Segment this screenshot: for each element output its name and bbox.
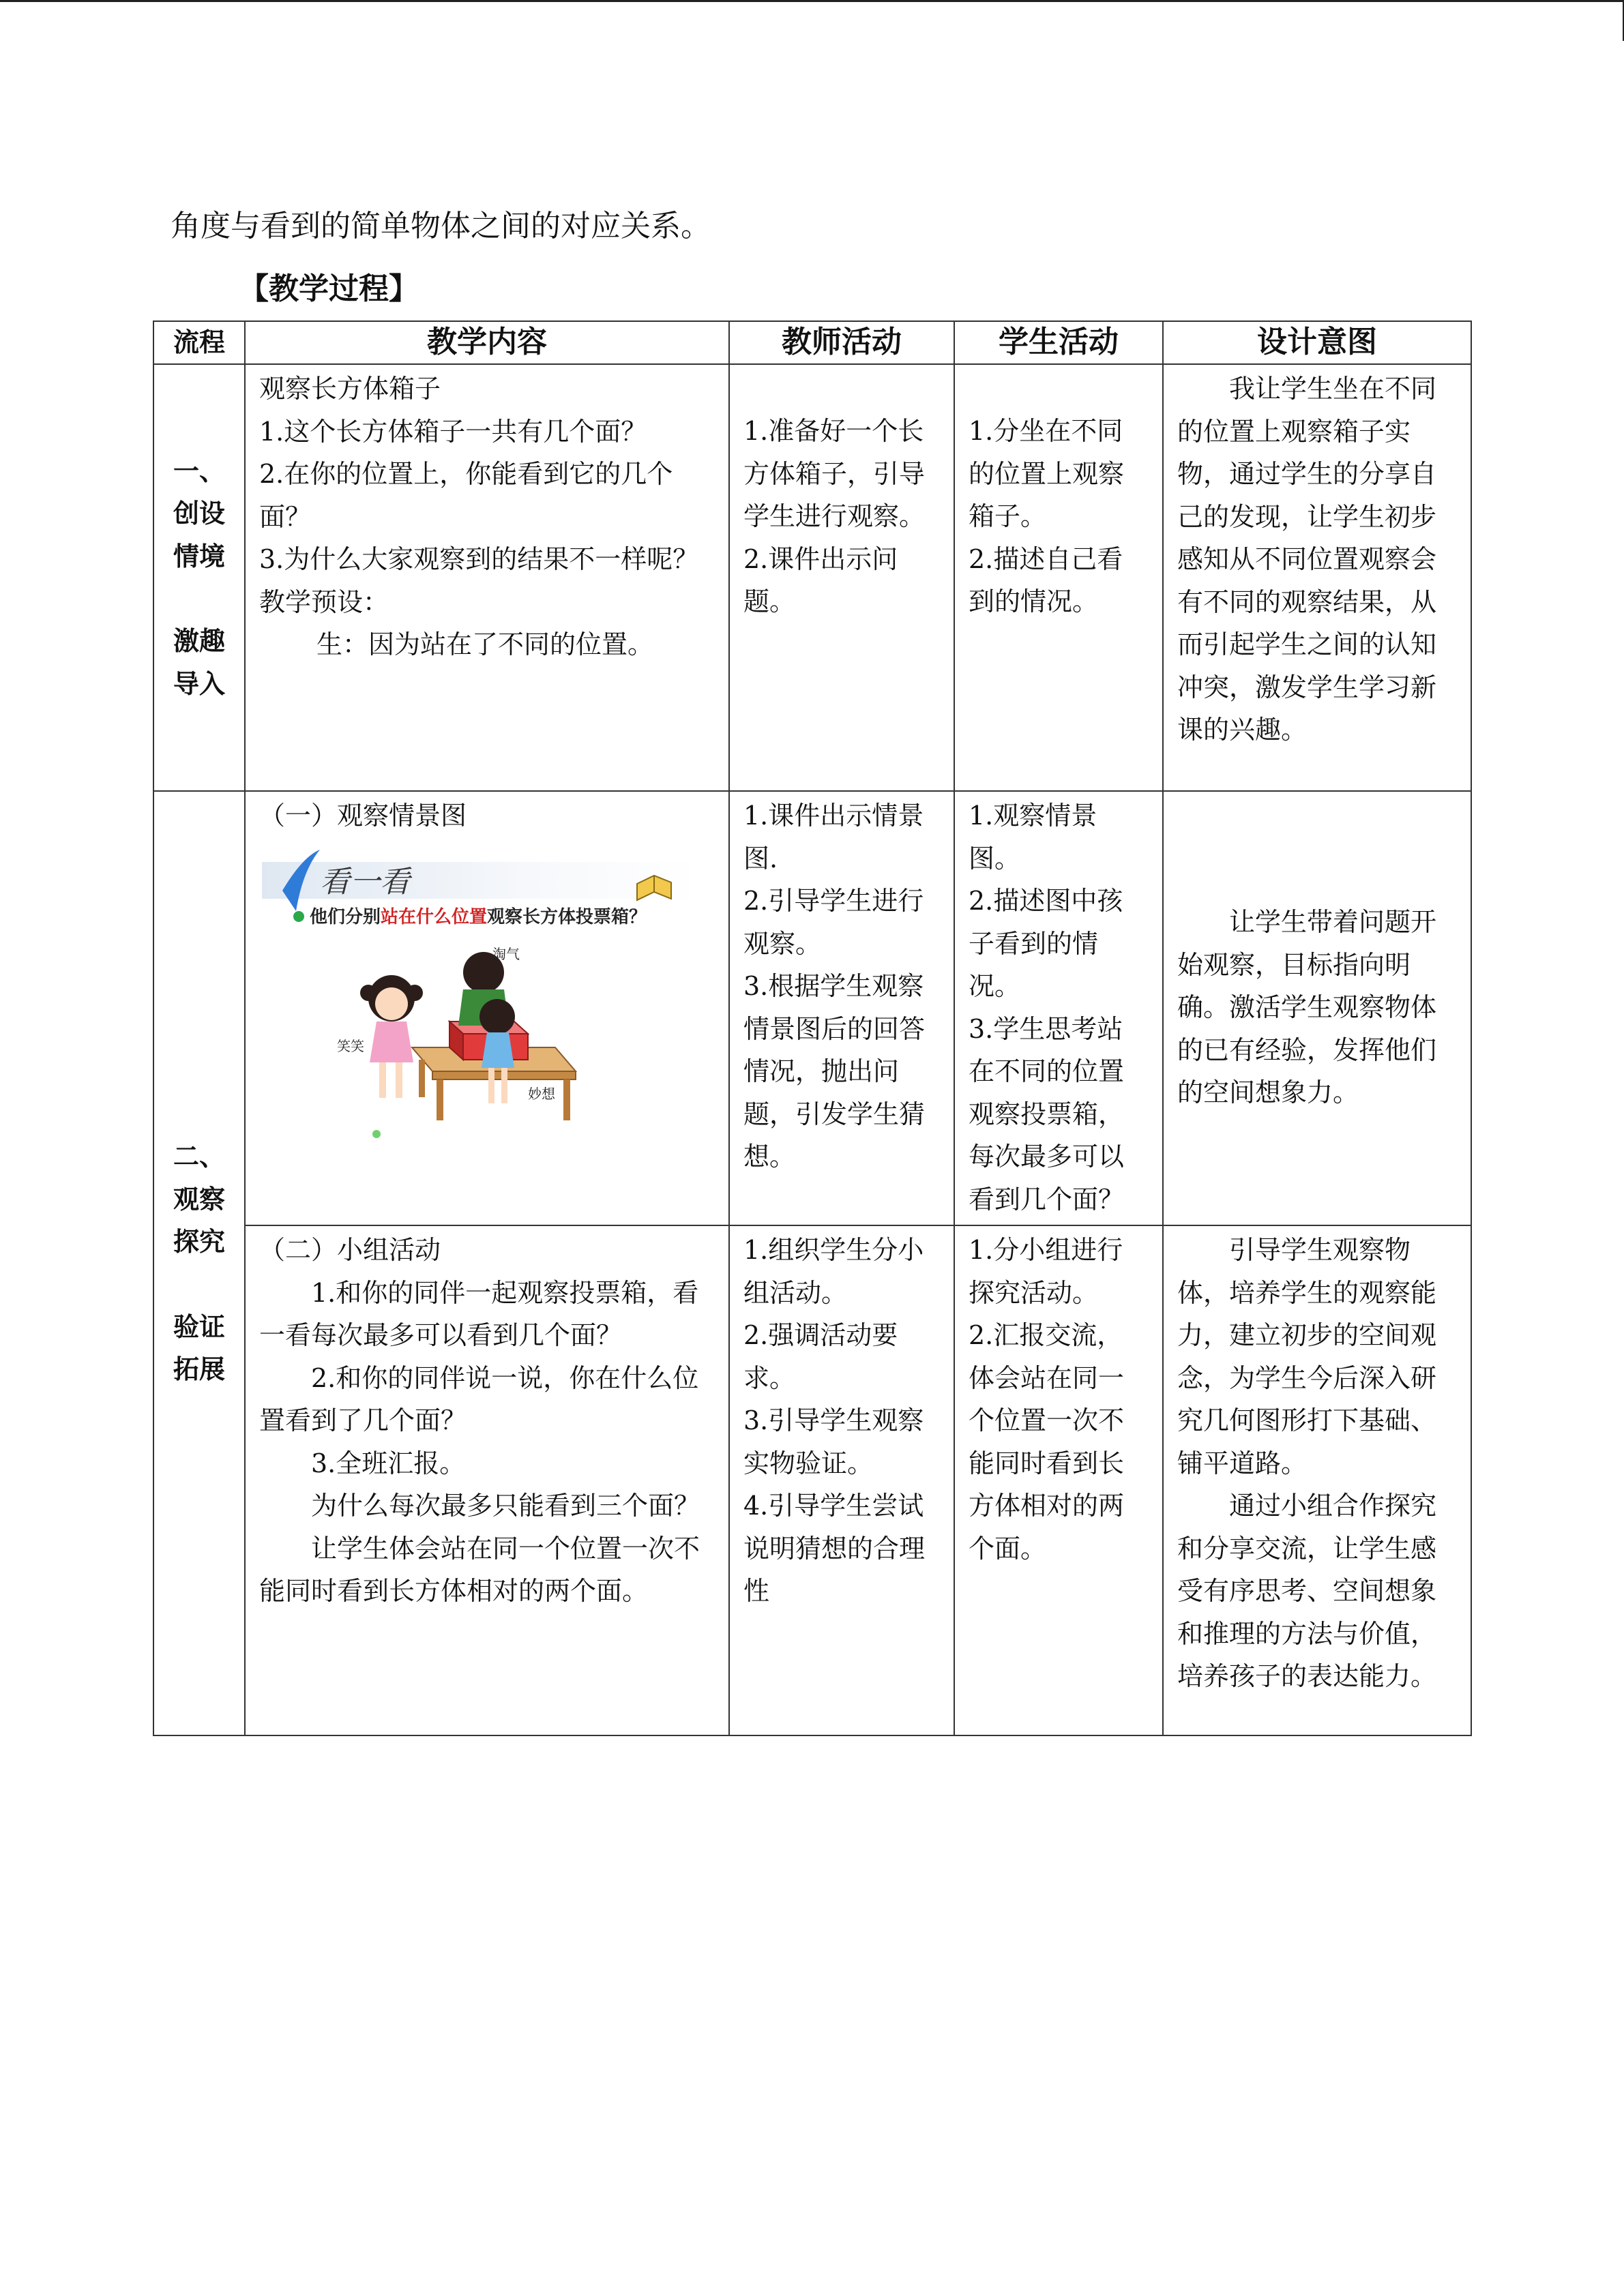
- header-content: 教学内容: [245, 321, 729, 364]
- lesson-table: [153, 320, 1472, 1736]
- header-teacher: 教师活动: [729, 321, 954, 364]
- content-line: 1.和你的同伴一起观察投票箱，看一看每次最多可以看到几个面？: [259, 1277, 699, 1350]
- intent-cell-1: [1163, 364, 1471, 791]
- stage-line: 一、: [173, 456, 225, 486]
- teacher-line: 2.课件出示问题。: [743, 543, 898, 616]
- content-line: 生：因为站在了不同的位置。: [316, 629, 654, 659]
- table-row: [153, 1225, 1471, 1735]
- content-cell-3: [245, 1225, 729, 1735]
- student-cell-2: [954, 791, 1163, 1225]
- intro-text: 角度与看到的简单物体之间的对应关系。: [171, 209, 711, 243]
- label-taoqi: 淘气: [492, 945, 520, 962]
- girl-xiaoxiao-figure: [360, 975, 423, 1098]
- content-line: 3.为什么大家观察到的结果不一样呢？: [259, 544, 699, 574]
- teacher-line: 3.引导学生观察实物验证。: [743, 1405, 924, 1478]
- teacher-cell-1: [729, 364, 954, 791]
- student-line: 2.汇报交流，体会站在同一个位置一次不能同时看到长方体相对的两个面。: [969, 1320, 1125, 1564]
- stage-cell-1: [153, 364, 245, 791]
- girl-miaoxiang-figure: [479, 999, 515, 1103]
- content-cell-1: [245, 364, 729, 791]
- label-xiaoxiao: 笑笑: [337, 1037, 364, 1054]
- student-cell-1: [954, 364, 1163, 791]
- intent-text: 我让学生坐在不同的位置上观察箱子实物，通过学生的分享自己的发现，让学生初步感知从不同位置观察会有不同的观察结果，从而引起学生之间的认知冲突，激发学生学习新课的兴趣。: [1177, 374, 1437, 745]
- intent-cell-3: [1163, 1225, 1471, 1735]
- content-line: （一）观察情景图: [259, 801, 467, 831]
- section-title: 【教学过程】: [239, 271, 419, 306]
- content-line: （二）小组活动: [259, 1235, 441, 1265]
- content-line: 3.全班汇报。: [311, 1448, 466, 1478]
- page-top-border: [0, 0, 1624, 2]
- stage-line: 探究: [173, 1227, 225, 1257]
- table-row: [153, 364, 1471, 791]
- teacher-cell-3: [729, 1225, 954, 1735]
- stage-cell-2: [153, 791, 245, 1735]
- svg-text:他们分别站在什么位置观察长方体投票箱？: [310, 906, 647, 927]
- header-intent: 设计意图: [1163, 321, 1471, 364]
- table-row: [153, 791, 1471, 1225]
- stage-line: 二、: [173, 1142, 225, 1172]
- teacher-cell-2: [729, 791, 954, 1225]
- content-line: 2.在你的位置上，你能看到它的几个面？: [259, 459, 673, 532]
- content-line: 观察长方体箱子: [259, 374, 441, 404]
- teacher-line: 2.引导学生进行观察。: [743, 886, 924, 959]
- decor-dot: [372, 1130, 381, 1138]
- content-line: 2.和你的同伴说一说，你在什么位置看到了几个面？: [259, 1362, 699, 1435]
- stage-line: 激趣: [173, 626, 225, 657]
- teacher-line: 1.课件出示情景图.: [743, 801, 924, 874]
- label-miaoxiang: 妙想: [528, 1085, 555, 1102]
- stage-line: 观察: [173, 1184, 225, 1214]
- student-line: 2.描述图中孩子看到的情况。: [969, 886, 1123, 1001]
- intent-text: 让学生带着问题开始观察，目标指向明确。激活学生观察物体的已有经验，发挥他们的空间想象力。: [1177, 907, 1437, 1108]
- student-line: 2.描述自己看到的情况。: [969, 543, 1123, 616]
- intent-paragraph: 通过小组合作探究和分享交流，让学生感受有序思考、空间想象和推理的方法与价值，培养孩子的表达能力。: [1177, 1491, 1437, 1691]
- bullet-icon: [293, 911, 304, 922]
- question-pre: 他们分别: [310, 906, 381, 927]
- table-header-row: [153, 321, 1471, 364]
- stage-line: 验证: [173, 1311, 225, 1342]
- student-line: 1.分坐在不同的位置上观察箱子。: [969, 416, 1125, 531]
- stage-line: 创设: [173, 498, 225, 529]
- teacher-line: 2.强调活动要求。: [743, 1320, 898, 1393]
- teacher-line: 3.根据学生观察情景图后的回答情况，抛出问题，引发学生猜想。: [743, 971, 926, 1172]
- scene-illustration: [255, 843, 705, 1157]
- content-line: 让学生体会站在同一个位置一次不能同时看到长方体相对的两个面。: [259, 1533, 700, 1606]
- header-student: 学生活动: [954, 321, 1163, 364]
- content-cell-2: [245, 791, 729, 1225]
- stage-line: 情境: [173, 541, 225, 571]
- student-cell-3: [954, 1225, 1163, 1735]
- intent-cell-2: [1163, 791, 1471, 1225]
- header-process: 流程: [153, 321, 245, 364]
- question-highlight: 站在什么位置: [381, 906, 488, 927]
- content-line: 1.这个长方体箱子一共有几个面？: [259, 416, 647, 447]
- content-line: 教学预设：: [259, 586, 389, 617]
- teacher-line: 4.引导学生尝试说明猜想的合理性: [743, 1491, 926, 1606]
- student-line: 3.学生思考站在不同的位置观察投票箱，每次最多可以看到几个面？: [969, 1013, 1125, 1214]
- stage-line: 导入: [173, 668, 225, 699]
- student-line: 1.观察情景图。: [969, 801, 1097, 874]
- question-post: 观察长方体投票箱？: [487, 906, 647, 927]
- content-line: 为什么每次最多只能看到三个面？: [311, 1491, 700, 1521]
- teacher-line: 1.组织学生分小组活动。: [743, 1235, 924, 1308]
- teacher-line: 1.准备好一个长方体箱子，引导学生进行观察。: [743, 416, 926, 531]
- student-line: 1.分小组进行探究活动。: [969, 1235, 1123, 1308]
- intent-paragraph: 引导学生观察物体，培养学生的观察能力，建立初步的空间观念，为学生今后深入研究几何图形打下基础、铺平道路。: [1177, 1235, 1437, 1478]
- stage-line: 拓展: [173, 1354, 225, 1385]
- banner-title: 看一看: [320, 864, 410, 899]
